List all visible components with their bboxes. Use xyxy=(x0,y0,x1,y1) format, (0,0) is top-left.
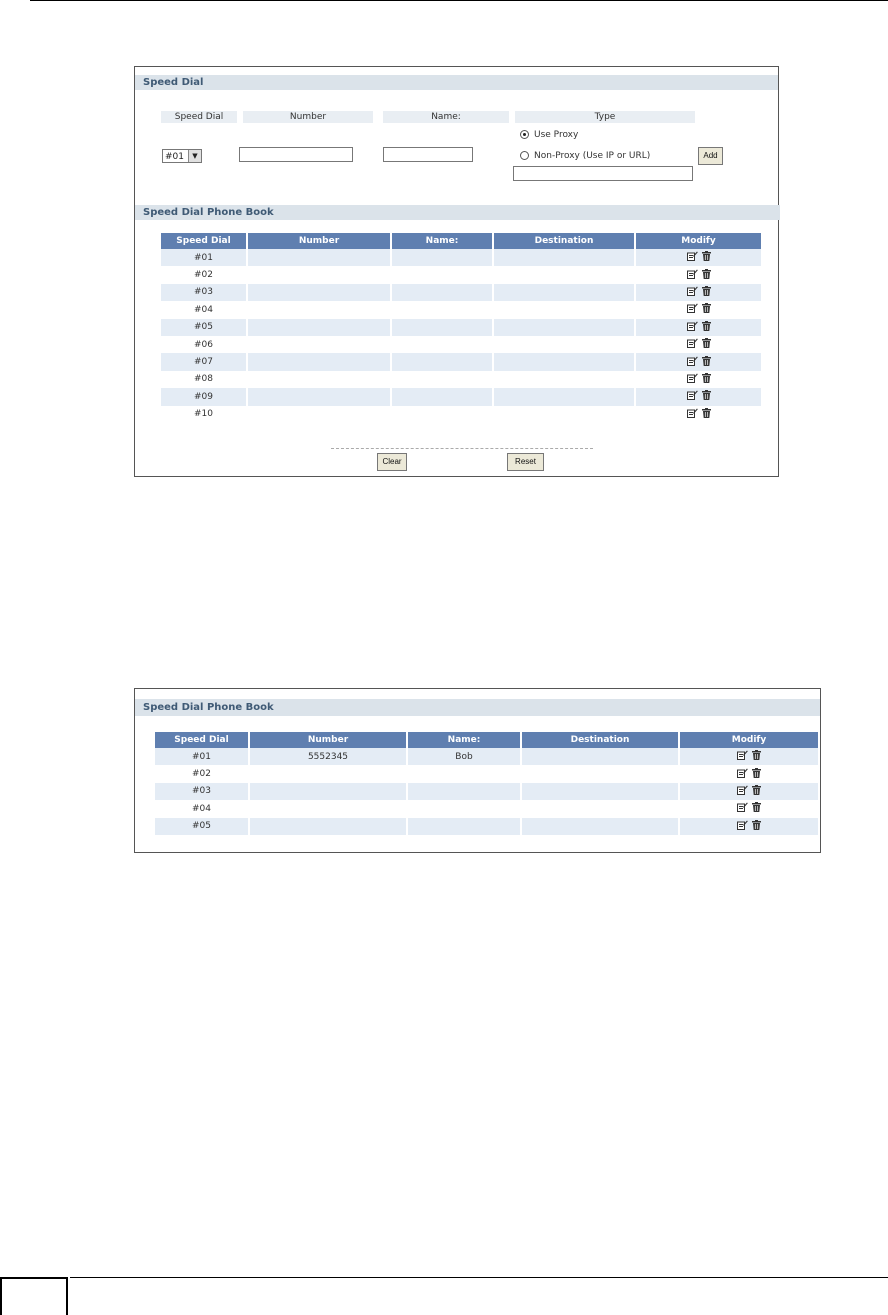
button-divider xyxy=(331,448,593,449)
phone-book-panel-2 xyxy=(134,688,821,853)
table-row xyxy=(155,800,818,817)
cell-modify xyxy=(635,406,761,423)
edit-icon[interactable] xyxy=(687,251,698,264)
trash-icon[interactable] xyxy=(702,356,711,369)
table-row xyxy=(161,406,761,423)
cell-number xyxy=(247,353,391,370)
chevron-down-icon[interactable]: ▼ xyxy=(188,150,201,162)
edit-icon[interactable] xyxy=(737,802,748,815)
trash-icon[interactable] xyxy=(752,750,761,763)
header-speed-dial: Speed Dial xyxy=(161,233,247,249)
cell-name xyxy=(391,336,493,353)
cell-name xyxy=(391,353,493,370)
header-destination: Destination xyxy=(493,233,635,249)
speed-dial-section-title: Speed Dial xyxy=(143,77,204,88)
edit-icon[interactable] xyxy=(687,373,698,386)
speed-dial-panel xyxy=(134,66,779,477)
label-number: Number xyxy=(243,111,373,123)
cell-modify xyxy=(679,765,818,782)
trash-icon[interactable] xyxy=(702,269,711,282)
phone-book-2-table xyxy=(155,732,818,835)
non-proxy-radio[interactable] xyxy=(520,151,529,160)
add-button[interactable]: Add xyxy=(698,147,723,165)
cell-number xyxy=(249,783,407,800)
header-number: Number xyxy=(249,732,407,748)
table-row xyxy=(161,249,761,266)
edit-icon[interactable] xyxy=(687,356,698,369)
cell-modify xyxy=(635,353,761,370)
use-proxy-radio[interactable] xyxy=(520,130,529,139)
cell-speed-dial: #10 xyxy=(161,406,247,423)
cell-name xyxy=(391,319,493,336)
trash-icon[interactable] xyxy=(702,286,711,299)
cell-destination xyxy=(493,388,635,405)
destination-input[interactable] xyxy=(513,166,693,181)
table-header-row xyxy=(161,233,761,249)
edit-icon[interactable] xyxy=(737,820,748,833)
table-row xyxy=(161,371,761,388)
cell-number xyxy=(247,319,391,336)
cell-name xyxy=(391,249,493,266)
cell-modify xyxy=(679,818,818,835)
trash-icon[interactable] xyxy=(702,251,711,264)
cell-speed-dial: #05 xyxy=(161,319,247,336)
table-row xyxy=(161,319,761,336)
cell-destination xyxy=(493,301,635,318)
cell-destination xyxy=(493,266,635,283)
table-header-row xyxy=(155,732,818,748)
header-modify: Modify xyxy=(635,233,761,249)
header-name: Name: xyxy=(391,233,493,249)
header-number: Number xyxy=(247,233,391,249)
table-row xyxy=(161,301,761,318)
phone-book-table xyxy=(161,233,761,423)
table-row xyxy=(161,266,761,283)
speed-dial-select-value: #01 xyxy=(165,152,184,162)
header-destination: Destination xyxy=(521,732,679,748)
trash-icon[interactable] xyxy=(702,390,711,403)
use-proxy-label: Use Proxy xyxy=(534,130,579,140)
edit-icon[interactable] xyxy=(737,785,748,798)
table-row xyxy=(155,818,818,835)
cell-modify xyxy=(635,301,761,318)
trash-icon[interactable] xyxy=(702,303,711,316)
cell-name xyxy=(407,783,521,800)
cell-speed-dial: #04 xyxy=(155,800,249,817)
cell-number xyxy=(247,284,391,301)
cell-name xyxy=(407,800,521,817)
header-name: Name: xyxy=(407,732,521,748)
trash-icon[interactable] xyxy=(752,820,761,833)
cell-destination xyxy=(521,818,679,835)
trash-icon[interactable] xyxy=(752,802,761,815)
cell-name xyxy=(391,406,493,423)
cell-number xyxy=(249,800,407,817)
cell-modify xyxy=(635,388,761,405)
cell-modify xyxy=(635,319,761,336)
cell-destination xyxy=(521,800,679,817)
cell-number xyxy=(247,388,391,405)
label-type: Type xyxy=(515,111,695,123)
cell-number xyxy=(247,371,391,388)
cell-name xyxy=(391,301,493,318)
cell-destination xyxy=(521,748,679,765)
cell-destination xyxy=(521,783,679,800)
table-row xyxy=(155,748,818,765)
cell-speed-dial: #04 xyxy=(161,301,247,318)
edit-icon[interactable] xyxy=(687,269,698,282)
label-speed-dial: Speed Dial xyxy=(161,111,237,123)
cell-modify xyxy=(635,371,761,388)
header-speed-dial: Speed Dial xyxy=(155,732,249,748)
cell-destination xyxy=(493,371,635,388)
cell-destination xyxy=(493,406,635,423)
trash-icon[interactable] xyxy=(702,408,711,421)
trash-icon[interactable] xyxy=(752,785,761,798)
cell-speed-dial: #01 xyxy=(155,748,249,765)
cell-number xyxy=(247,336,391,353)
cell-number xyxy=(247,266,391,283)
cell-destination xyxy=(493,249,635,266)
cell-modify xyxy=(635,284,761,301)
cell-destination xyxy=(493,284,635,301)
cell-number xyxy=(247,406,391,423)
edit-icon[interactable] xyxy=(737,768,748,781)
cell-modify xyxy=(635,336,761,353)
edit-icon[interactable] xyxy=(687,408,698,421)
table-row xyxy=(161,336,761,353)
edit-icon[interactable] xyxy=(687,321,698,334)
table-row xyxy=(155,765,818,782)
cell-destination xyxy=(521,765,679,782)
speed-dial-section-header xyxy=(135,75,778,90)
edit-icon[interactable] xyxy=(687,390,698,403)
edit-icon[interactable] xyxy=(737,750,748,763)
cell-speed-dial: #03 xyxy=(155,783,249,800)
cell-speed-dial: #07 xyxy=(161,353,247,370)
cell-name xyxy=(391,266,493,283)
phone-book-2-section-header xyxy=(135,699,820,716)
cell-number: 5552345 xyxy=(249,748,407,765)
cell-name xyxy=(407,818,521,835)
number-input[interactable] xyxy=(239,147,353,162)
edit-icon[interactable] xyxy=(687,338,698,351)
non-proxy-label: Non-Proxy (Use IP or URL) xyxy=(534,151,651,161)
cell-name xyxy=(391,388,493,405)
table-row xyxy=(161,388,761,405)
page-bottom-rule xyxy=(70,1277,888,1278)
cell-name xyxy=(391,284,493,301)
cell-speed-dial: #05 xyxy=(155,818,249,835)
cell-number xyxy=(247,249,391,266)
cell-speed-dial: #06 xyxy=(161,336,247,353)
reset-button[interactable]: Reset xyxy=(507,453,544,471)
cell-speed-dial: #08 xyxy=(161,371,247,388)
cell-speed-dial: #09 xyxy=(161,388,247,405)
phone-book-2-section-title: Speed Dial Phone Book xyxy=(143,702,274,713)
cell-speed-dial: #01 xyxy=(161,249,247,266)
cell-destination xyxy=(493,353,635,370)
non-proxy-option[interactable] xyxy=(520,150,650,162)
label-name: Name: xyxy=(383,111,509,123)
cell-destination xyxy=(493,336,635,353)
cell-name xyxy=(407,765,521,782)
page-top-rule xyxy=(30,0,888,1)
edit-icon[interactable] xyxy=(687,286,698,299)
cell-number xyxy=(249,818,407,835)
cell-speed-dial: #02 xyxy=(161,266,247,283)
cell-number xyxy=(249,765,407,782)
trash-icon[interactable] xyxy=(702,373,711,386)
cell-modify xyxy=(679,800,818,817)
phone-book-section-title: Speed Dial Phone Book xyxy=(143,207,274,218)
cell-modify xyxy=(679,748,818,765)
cell-modify xyxy=(635,249,761,266)
table-row xyxy=(161,284,761,301)
header-modify: Modify xyxy=(679,732,818,748)
phone-book-section-header xyxy=(135,205,780,220)
cell-number xyxy=(247,301,391,318)
cell-speed-dial: #03 xyxy=(161,284,247,301)
table-row xyxy=(155,783,818,800)
trash-icon[interactable] xyxy=(702,338,711,351)
table-row xyxy=(161,353,761,370)
cell-speed-dial: #02 xyxy=(155,765,249,782)
cell-name xyxy=(391,371,493,388)
speed-dial-select[interactable] xyxy=(162,149,202,163)
use-proxy-option[interactable] xyxy=(520,129,578,141)
page-number-box xyxy=(0,1277,68,1315)
speed-dial-form-labels xyxy=(135,111,780,123)
clear-button[interactable]: Clear xyxy=(377,453,407,471)
cell-name: Bob xyxy=(407,748,521,765)
trash-icon[interactable] xyxy=(752,768,761,781)
edit-icon[interactable] xyxy=(687,303,698,316)
name-input[interactable] xyxy=(383,147,473,162)
cell-modify xyxy=(679,783,818,800)
cell-modify xyxy=(635,266,761,283)
cell-destination xyxy=(493,319,635,336)
trash-icon[interactable] xyxy=(702,321,711,334)
